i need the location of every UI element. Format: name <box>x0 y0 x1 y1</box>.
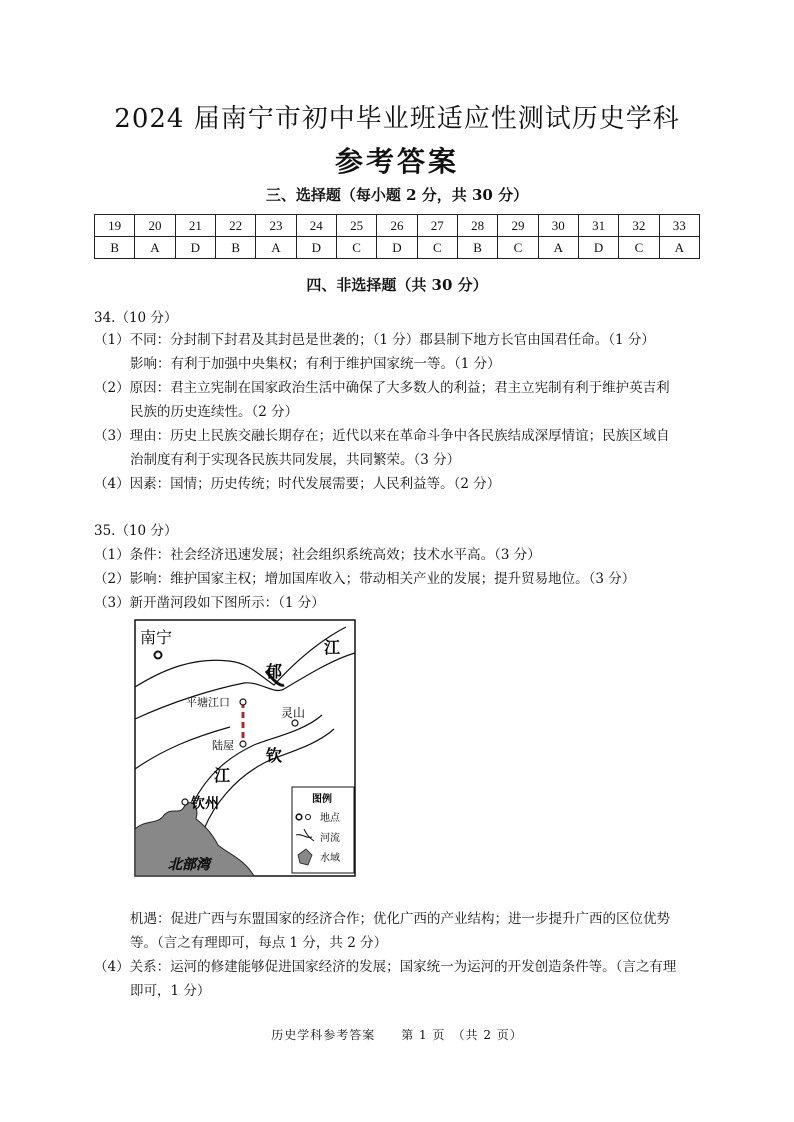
question-number-cell: 30 <box>538 215 578 237</box>
legend-place-label: 地点 <box>320 813 340 824</box>
nanning-label: 南宁 <box>140 628 173 647</box>
beibuwan-label: 北部湾 <box>168 857 210 873</box>
legend-place-symbol-2 <box>306 815 311 820</box>
legend-water-label: 水域 <box>320 853 340 864</box>
jiang-mid-label: 江 <box>214 766 231 785</box>
answer-cell: D <box>175 237 215 259</box>
q35-line-7: 即可，1 分） <box>130 983 211 999</box>
yu-label: 郁 <box>266 662 283 681</box>
answer-cell: A <box>659 237 699 259</box>
q35-line-2: （2）影响：维护国家主权；增加国库收入；带动相关产业的发展；提升贸易地位。（3 分） <box>94 571 636 587</box>
section-3-heading: 三、选择题（每小题 2 分，共 30 分） <box>265 186 529 204</box>
canal-map <box>134 619 356 877</box>
question-number-cell: 28 <box>457 215 497 237</box>
q35-heading: 35.（10 分） <box>94 523 178 539</box>
q34-line-3: （2）原因：君主立宪制在国家政治生活中确保了大多数人的利益；君主立宪制有利于维护英吉利 <box>94 380 670 396</box>
q35-line-3: （3）新开凿河段如下图所示：（1 分） <box>94 595 325 611</box>
q34-line-2: 影响：有利于加强中央集权；有利于维护国家统一等。（1 分） <box>130 356 501 372</box>
qinzhou-dot <box>182 799 188 805</box>
answer-cell: C <box>498 237 538 259</box>
question-number-cell: 29 <box>498 215 538 237</box>
q34-line-1: （1）不同：分封制下封君及其封邑是世袭的；（1 分）郡县制下地方长官由国君任命。（1 分） <box>94 332 655 348</box>
qin-label: 钦 <box>266 746 283 765</box>
question-number-cell: 21 <box>175 215 215 237</box>
q34-line-5: （3）理由：历史上民族交融长期存在；近代以来在革命斗争中各民族结成深厚情谊；民族区域自 <box>94 428 670 444</box>
q35-line-4: 机遇：促进广西与东盟国家的经济合作；优化广西的产业结构；进一步提升广西的区位优势 <box>130 911 670 927</box>
answer-cell: C <box>619 237 659 259</box>
q35-line-1: （1）条件：社会经济迅速发展；社会组织系统高效；技术水平高。（3 分） <box>94 547 541 563</box>
pingtang-dot <box>240 699 246 705</box>
question-number-cell: 27 <box>417 215 457 237</box>
answer-cell: A <box>538 237 578 259</box>
q34-line-6: 治制度有利于实现各民族共同发展，共同繁荣。（3 分） <box>130 452 461 468</box>
q34-line-7: （4）因素：国情；历史传统；时代发展需要；人民利益等。（2 分） <box>94 476 501 492</box>
answer-row <box>95 237 700 259</box>
q35-line-6: （4）关系：运河的修建能够促进国家经济的发展；国家统一为运河的开发创造条件等。（言之有理 <box>94 959 677 975</box>
answer-cell: D <box>296 237 336 259</box>
question-number-cell: 23 <box>256 215 296 237</box>
answer-cell: D <box>578 237 618 259</box>
q35-line-5: 等。（言之有理即可，每点 1 分，共 2 分） <box>130 935 388 951</box>
pingtang-label: 平塘江口 <box>186 696 230 709</box>
jiang-top-label: 江 <box>324 638 341 657</box>
legend-river-label: 河流 <box>320 833 340 844</box>
answer-cell: C <box>336 237 376 259</box>
nanning-dot <box>155 652 162 659</box>
luwu-label: 陆屋 <box>212 739 234 752</box>
lingshan-dot <box>292 720 298 726</box>
question-number-cell: 25 <box>336 215 376 237</box>
answer-cell: A <box>135 237 175 259</box>
question-number-cell: 32 <box>619 215 659 237</box>
answer-cell: A <box>256 237 296 259</box>
document-title: 2024 届南宁市初中毕业班适应性测试历史学科 <box>114 104 680 134</box>
document-subtitle: 参考答案 <box>334 145 459 178</box>
choice-answer-table <box>94 214 700 259</box>
answer-cell: B <box>215 237 255 259</box>
q34-line-4: 民族的历史连续性。（2 分） <box>130 404 299 420</box>
question-number-cell: 24 <box>296 215 336 237</box>
question-number-cell: 31 <box>578 215 618 237</box>
answer-cell: B <box>457 237 497 259</box>
q34-heading: 34.（10 分） <box>94 310 178 326</box>
lingshan-label: 灵山 <box>281 706 306 720</box>
page-footer: 历史学科参考答案 第 1 页 （共 2 页） <box>271 1028 523 1042</box>
question-number-cell: 19 <box>95 215 135 237</box>
question-number-row <box>95 215 700 237</box>
legend-title: 图例 <box>312 794 332 805</box>
qinzhou-label: 钦州 <box>191 796 219 812</box>
question-number-cell: 20 <box>135 215 175 237</box>
question-number-cell: 22 <box>215 215 255 237</box>
luwu-dot <box>240 741 246 747</box>
section-4-heading: 四、非选择题（共 30 分） <box>306 276 488 294</box>
legend-place-symbol-1 <box>296 814 302 820</box>
answer-cell: B <box>95 237 135 259</box>
answer-cell: D <box>377 237 417 259</box>
question-number-cell: 26 <box>377 215 417 237</box>
answer-cell: C <box>417 237 457 259</box>
question-number-cell: 33 <box>659 215 699 237</box>
